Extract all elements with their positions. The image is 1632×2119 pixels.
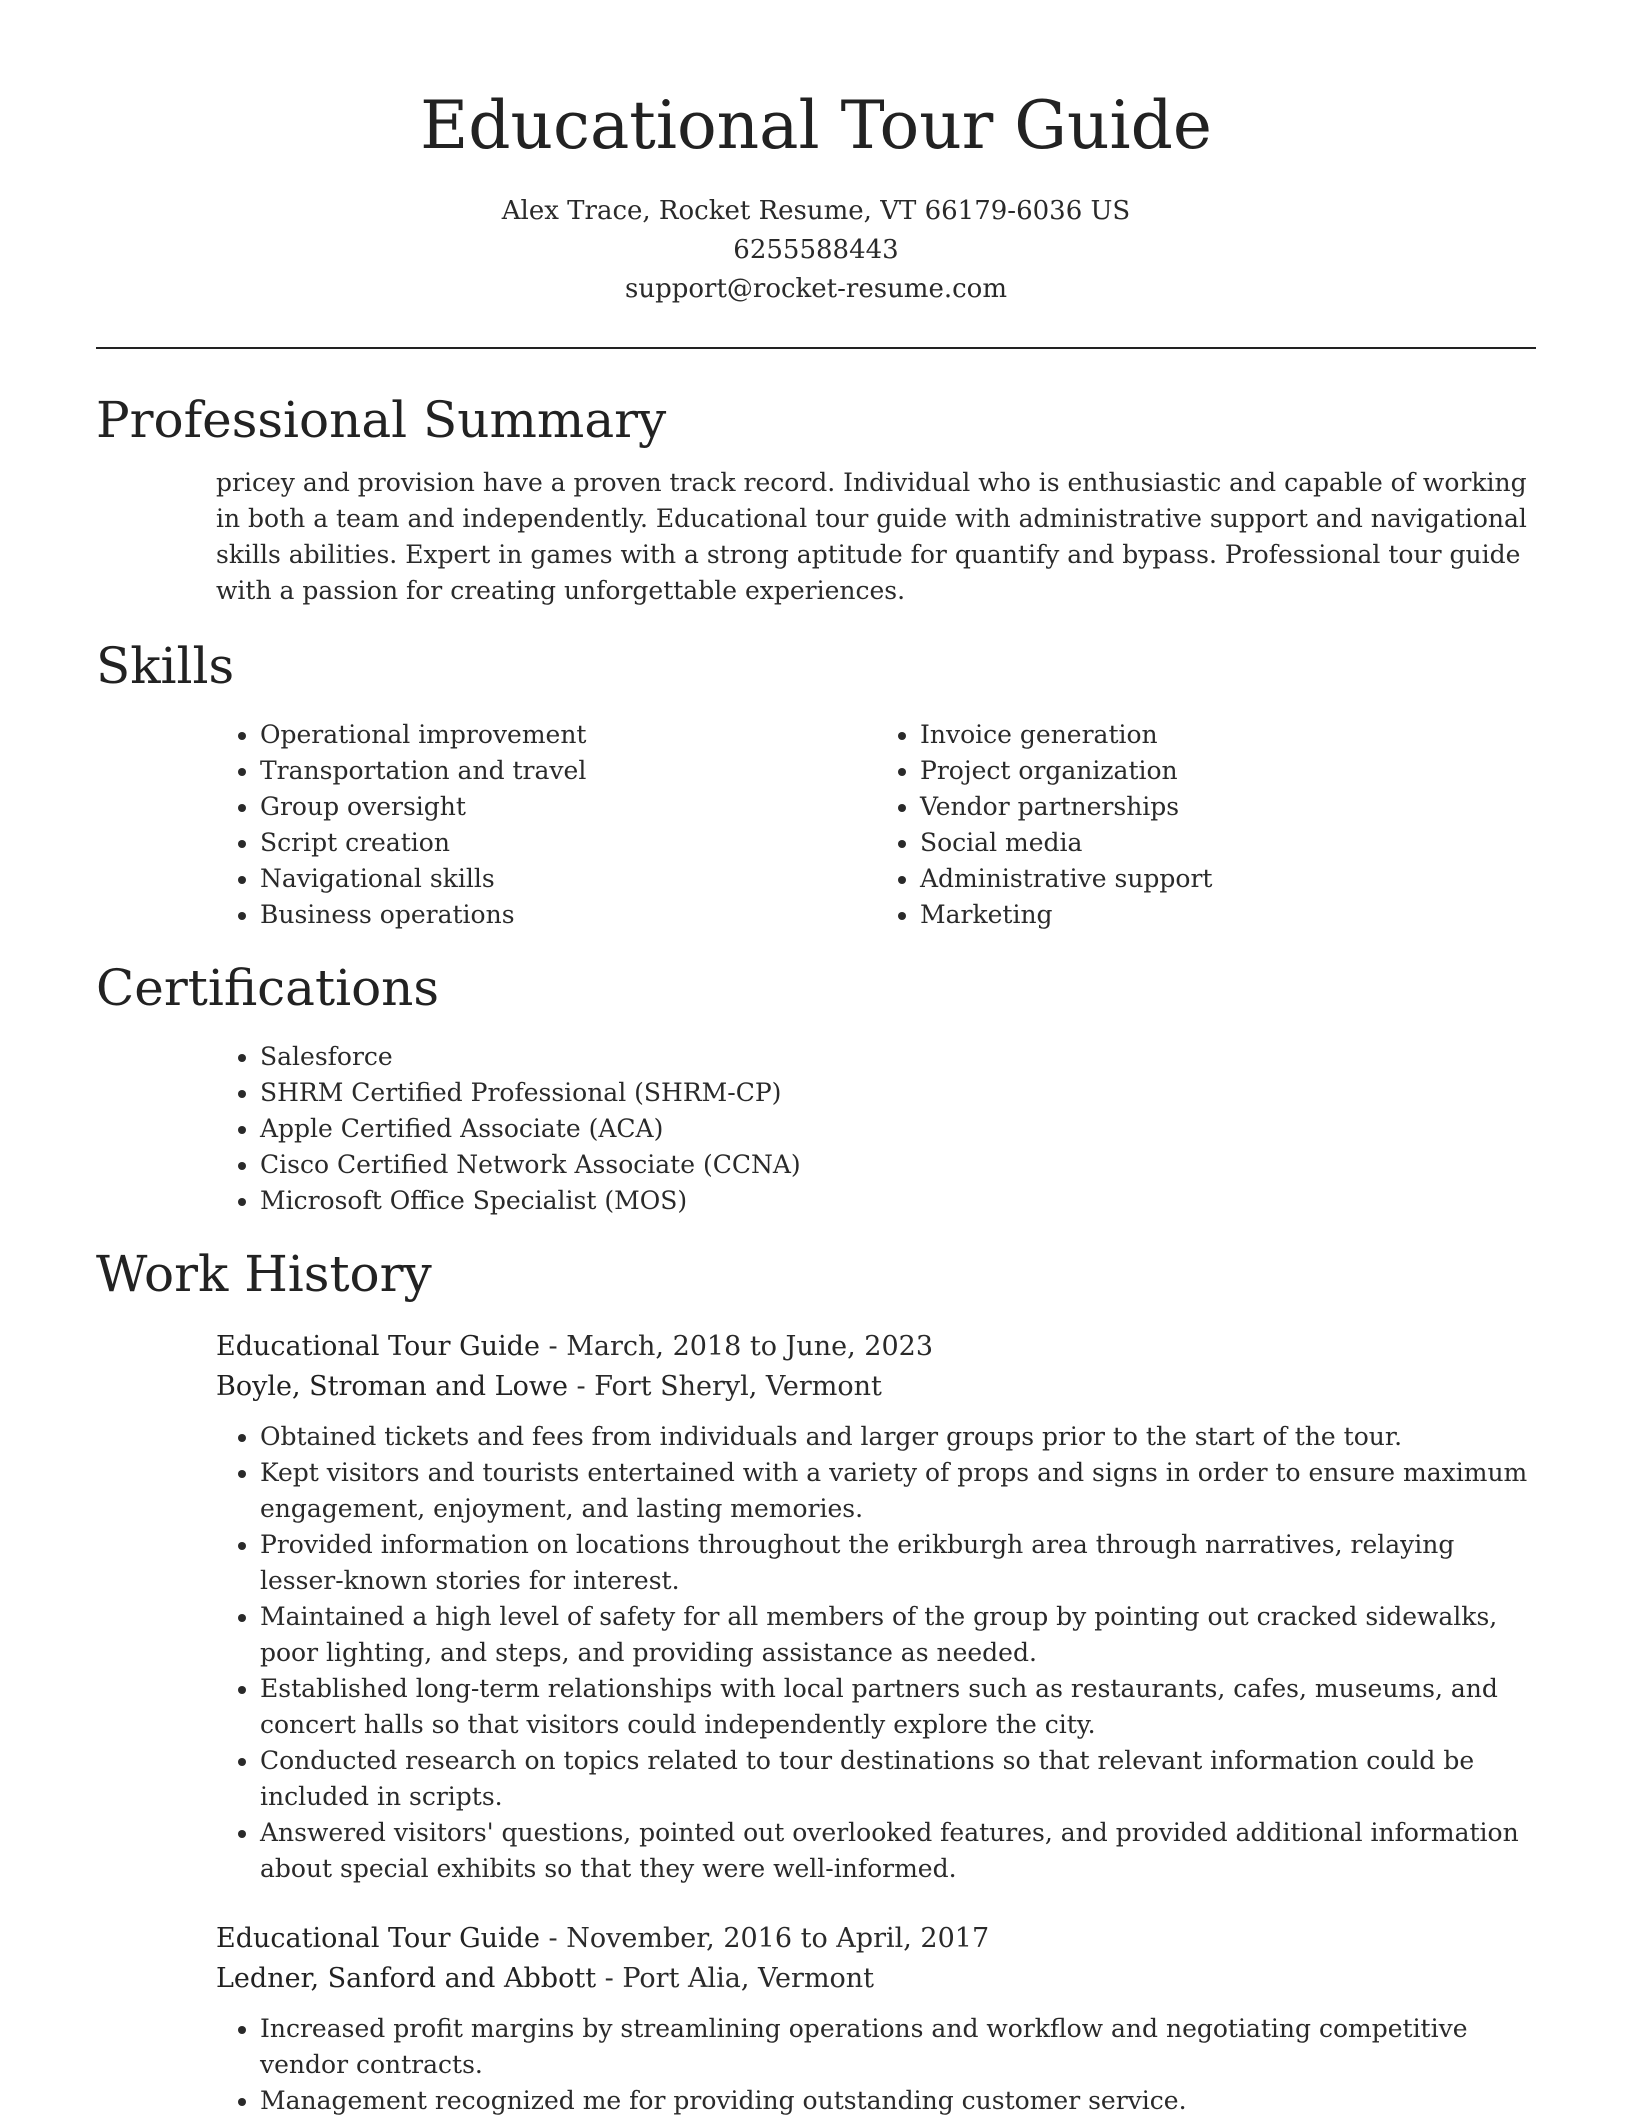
skill-item: • Group oversight [260,789,876,825]
job-bullet: • Maintained a high level of safety for all members of the group by pointing out cracked sidewalks, poor lighting, and steps, and providing assistance as needed. [260,1599,1536,1671]
contact-address: Alex Trace, Rocket Resume, VT 66179-6036 US [501,196,1131,226]
skill-item: • Invoice generation [920,717,1536,753]
job-entry [216,1919,1536,2119]
skills-list-right [876,717,1536,933]
job-company-line [216,1959,1536,1999]
job-bullet: • Kept visitors and tourists entertained with a variety of props and signs in order to ensure maximum engagement, enjoyment, and lasting memories. [260,1455,1536,1527]
skill-item: • Navigational skills [260,861,876,897]
job-bullet: • Established long-term relationships with local partners such as restaurants, cafes, museums, and concert halls so that visitors could independently explore the city. [260,1671,1536,1743]
certification-item: • Apple Certified Associate (ACA) [260,1111,1536,1147]
skill-item: • Transportation and travel [260,753,876,789]
certification-item: • Salesforce [260,1039,1536,1075]
contact-phone: 6255588443 [733,235,899,265]
job-location: - Port Alia, Vermont [596,1963,875,1994]
skill-item: • Script creation [260,825,876,861]
job-company: Boyle, Stroman and Lowe [216,1371,568,1402]
job-bullet: • Conducted research on topics related to tour destinations so that relevant information could be included in scripts. [260,1743,1536,1815]
skill-item: • Social media [920,825,1536,861]
job-role: Educational Tour Guide [216,1923,540,1954]
job-role-line [216,1327,1536,1367]
summary-section [96,465,1536,609]
certification-item: • Microsoft Office Specialist (MOS) [260,1183,1536,1219]
contact-email: support@rocket-resume.com [624,274,1007,304]
summary-text: pricey and provision have a proven track record. Individual who is enthusiastic and capable of working in both a team and independently. Educational tour guide with administrative support and navigational skills abilities. Expert in games with a strong aptitude for quantify and bypass. Professional tour guide with a passion for creating unforgettable experiences. [216,468,1527,605]
job-bullets [216,2011,1536,2119]
job-bullet: • Answered visitors' questions, pointed out overlooked features, and provided additional information about special exhibits so that they were well-informed. [260,1815,1536,1887]
job-role: Educational Tour Guide [216,1331,540,1362]
certifications-section [96,1039,1536,1219]
job-entry [216,1327,1536,1887]
skill-item: • Business operations [260,897,876,933]
work-history-section [96,1327,1536,2119]
skills-heading: Skills [96,637,235,695]
work-history-heading: Work History [96,1245,432,1303]
certification-item: • Cisco Certified Network Associate (CCNA) [260,1147,1536,1183]
skills-list-left [216,717,876,933]
certifications-heading: Certifications [96,959,440,1017]
job-bullets [216,1419,1536,1887]
job-company-line [216,1367,1536,1407]
job-bullet: • Management recognized me for providing outstanding customer service. [260,2083,1536,2119]
skills-section [96,717,1536,933]
certification-item: • SHRM Certified Professional (SHRM-CP) [260,1075,1536,1111]
job-role-line [216,1919,1536,1959]
skill-item: • Operational improvement [260,717,876,753]
skill-item: • Marketing [920,897,1536,933]
job-bullet: • Obtained tickets and fees from individuals and larger groups prior to the start of the tour. [260,1419,1536,1455]
summary-heading: Professional Summary [96,391,667,449]
job-bullet: • Provided information on locations throughout the erikburgh area through narratives, relaying lesser-known stories for interest. [260,1527,1536,1599]
resume-header [96,0,1536,309]
job-dates: - March, 2018 to June, 2023 [539,1331,934,1362]
certifications-list [216,1039,1536,1219]
skill-item: • Vendor partnerships [920,789,1536,825]
contact-block [96,192,1536,309]
job-bullet: • Increased profit margins by streamlining operations and workflow and negotiating competitive vendor contracts. [260,2011,1536,2083]
job-company: Ledner, Sanford and Abbott [216,1963,597,1994]
skill-item: • Administrative support [920,861,1536,897]
job-location: - Fort Sheryl, Vermont [567,1371,882,1402]
header-divider [96,347,1536,349]
candidate-title: Educational Tour Guide [420,87,1212,164]
skill-item: • Project organization [920,753,1536,789]
job-dates: - November, 2016 to April, 2017 [539,1923,990,1954]
skills-columns [216,717,1536,933]
